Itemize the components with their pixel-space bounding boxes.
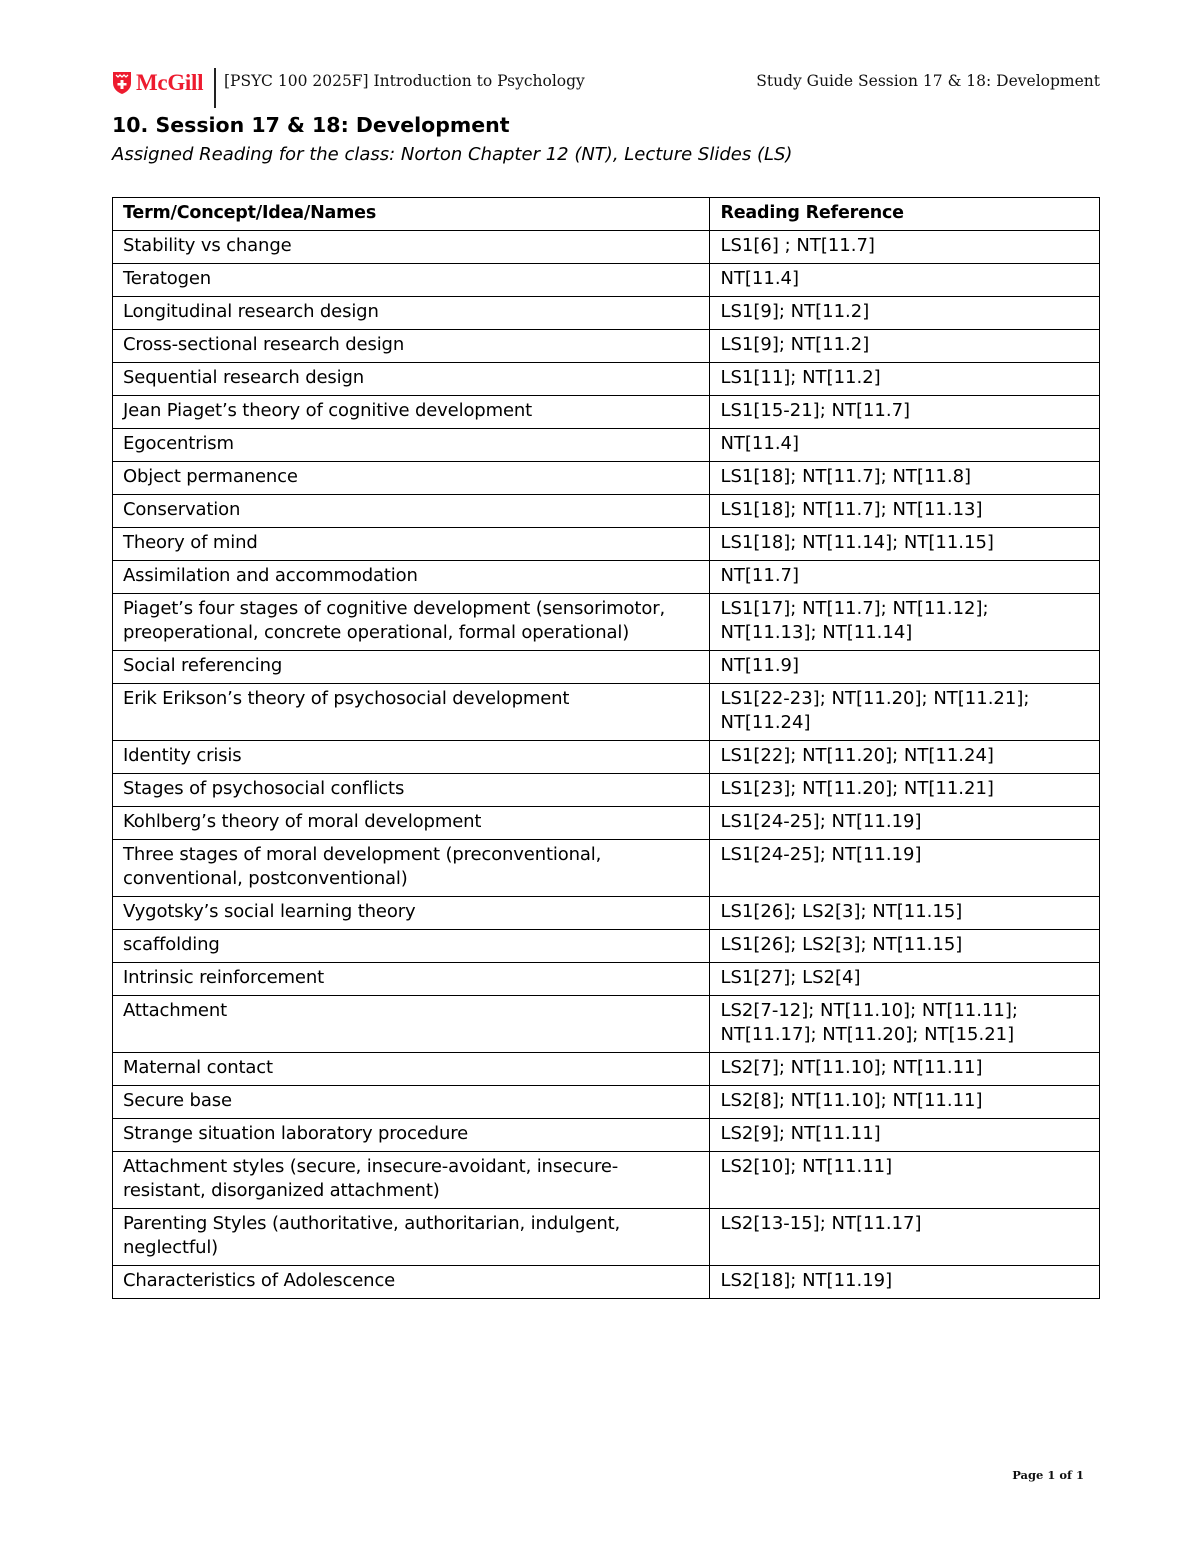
term-cell: Identity crisis: [113, 741, 710, 774]
reference-cell: LS1[11]; NT[11.2]: [710, 363, 1100, 396]
guide-title: Study Guide Session 17 & 18: Development: [756, 72, 1100, 90]
table-row: [113, 561, 1100, 594]
header-divider: [214, 68, 216, 108]
table-row: [113, 897, 1100, 930]
table-row: [113, 330, 1100, 363]
table-row: [113, 840, 1100, 897]
table-row: [113, 651, 1100, 684]
reading-subtitle: Assigned Reading for the class: Norton Chapter 12 (NT), Lecture Slides (LS): [112, 144, 793, 165]
term-cell: Attachment: [113, 996, 710, 1053]
reference-cell: LS1[18]; NT[11.14]; NT[11.15]: [710, 528, 1100, 561]
page-number: Page 1 of 1: [1012, 1468, 1084, 1482]
reference-cell: LS1[23]; NT[11.20]; NT[11.21]: [710, 774, 1100, 807]
course-title: [PSYC 100 2025F] Introduction to Psychology: [224, 72, 585, 90]
term-cell: Theory of mind: [113, 528, 710, 561]
term-cell: Assimilation and accommodation: [113, 561, 710, 594]
reference-cell: LS1[26]; LS2[3]; NT[11.15]: [710, 930, 1100, 963]
table-row: [113, 684, 1100, 741]
term-cell: Egocentrism: [113, 429, 710, 462]
mcgill-crest-icon: [112, 71, 132, 95]
table-row: [113, 297, 1100, 330]
term-cell: Three stages of moral development (preconventional, conventional, postconventional): [113, 840, 710, 897]
term-cell: Jean Piaget’s theory of cognitive development: [113, 396, 710, 429]
reference-cell: NT[11.9]: [710, 651, 1100, 684]
reference-cell: LS1[9]; NT[11.2]: [710, 297, 1100, 330]
reference-cell: LS1[15-21]; NT[11.7]: [710, 396, 1100, 429]
logo-text: McGill: [136, 70, 204, 95]
term-cell: Conservation: [113, 495, 710, 528]
reference-cell: LS2[10]; NT[11.11]: [710, 1152, 1100, 1209]
reference-cell: LS2[8]; NT[11.10]; NT[11.11]: [710, 1086, 1100, 1119]
term-cell: Cross-sectional research design: [113, 330, 710, 363]
reference-cell: LS1[24-25]; NT[11.19]: [710, 840, 1100, 897]
mcgill-logo: [112, 70, 203, 96]
page-header: [112, 66, 1100, 110]
term-cell: Intrinsic reinforcement: [113, 963, 710, 996]
table-row: [113, 963, 1100, 996]
reference-cell: NT[11.4]: [710, 429, 1100, 462]
table-row: [113, 264, 1100, 297]
term-cell: Characteristics of Adolescence: [113, 1266, 710, 1299]
table-row: [113, 528, 1100, 561]
table-row: [113, 495, 1100, 528]
reference-cell: LS1[22-23]; NT[11.20]; NT[11.21]; NT[11.24]: [710, 684, 1100, 741]
table-row: [113, 1053, 1100, 1086]
reference-cell: LS1[26]; LS2[3]; NT[11.15]: [710, 897, 1100, 930]
reference-cell: LS1[9]; NT[11.2]: [710, 330, 1100, 363]
reference-cell: LS2[13-15]; NT[11.17]: [710, 1209, 1100, 1266]
table-row: [113, 231, 1100, 264]
term-cell: Strange situation laboratory procedure: [113, 1119, 710, 1152]
column-header-reference: Reading Reference: [710, 198, 1100, 231]
reference-cell: LS1[27]; LS2[4]: [710, 963, 1100, 996]
table-row: [113, 1152, 1100, 1209]
term-cell: Secure base: [113, 1086, 710, 1119]
table-body: [113, 231, 1100, 1299]
term-cell: Sequential research design: [113, 363, 710, 396]
reference-cell: LS2[7]; NT[11.10]; NT[11.11]: [710, 1053, 1100, 1086]
table-row: [113, 1266, 1100, 1299]
reference-cell: LS2[18]; NT[11.19]: [710, 1266, 1100, 1299]
term-cell: Social referencing: [113, 651, 710, 684]
reference-cell: LS1[6] ; NT[11.7]: [710, 231, 1100, 264]
table-row: [113, 1119, 1100, 1152]
column-header-term: Term/Concept/Idea/Names: [113, 198, 710, 231]
term-cell: Kohlberg’s theory of moral development: [113, 807, 710, 840]
table-row: [113, 594, 1100, 651]
table-row: [113, 930, 1100, 963]
reference-cell: LS1[18]; NT[11.7]; NT[11.8]: [710, 462, 1100, 495]
reference-cell: NT[11.7]: [710, 561, 1100, 594]
term-cell: Stability vs change: [113, 231, 710, 264]
table-row: [113, 396, 1100, 429]
term-cell: Vygotsky’s social learning theory: [113, 897, 710, 930]
term-cell: Longitudinal research design: [113, 297, 710, 330]
table-row: [113, 1086, 1100, 1119]
term-cell: Maternal contact: [113, 1053, 710, 1086]
term-cell: Parenting Styles (authoritative, authoritarian, indulgent, neglectful): [113, 1209, 710, 1266]
reference-cell: LS2[7-12]; NT[11.10]; NT[11.11]; NT[11.17]; NT[11.20]; NT[15.21]: [710, 996, 1100, 1053]
term-cell: Erik Erikson’s theory of psychosocial development: [113, 684, 710, 741]
term-cell: Object permanence: [113, 462, 710, 495]
table-row: [113, 363, 1100, 396]
reference-cell: LS1[18]; NT[11.7]; NT[11.13]: [710, 495, 1100, 528]
reference-cell: NT[11.4]: [710, 264, 1100, 297]
term-cell: Piaget’s four stages of cognitive development (sensorimotor, preoperational, concrete operational, formal operational): [113, 594, 710, 651]
reading-reference-table: [112, 197, 1100, 1299]
session-title: 10. Session 17 & 18: Development: [112, 113, 510, 137]
table-row: [113, 774, 1100, 807]
term-cell: scaffolding: [113, 930, 710, 963]
reference-cell: LS1[17]; NT[11.7]; NT[11.12]; NT[11.13]; NT[11.14]: [710, 594, 1100, 651]
table-row: [113, 996, 1100, 1053]
reference-cell: LS1[24-25]; NT[11.19]: [710, 807, 1100, 840]
reference-cell: LS1[22]; NT[11.20]; NT[11.24]: [710, 741, 1100, 774]
term-cell: Attachment styles (secure, insecure-avoidant, insecure-resistant, disorganized attachment): [113, 1152, 710, 1209]
term-cell: Stages of psychosocial conflicts: [113, 774, 710, 807]
table-row: [113, 807, 1100, 840]
reference-cell: LS2[9]; NT[11.11]: [710, 1119, 1100, 1152]
term-cell: Teratogen: [113, 264, 710, 297]
table-row: [113, 1209, 1100, 1266]
table-row: [113, 741, 1100, 774]
table-row: [113, 429, 1100, 462]
table-row: [113, 462, 1100, 495]
table-header-row: [113, 198, 1100, 231]
